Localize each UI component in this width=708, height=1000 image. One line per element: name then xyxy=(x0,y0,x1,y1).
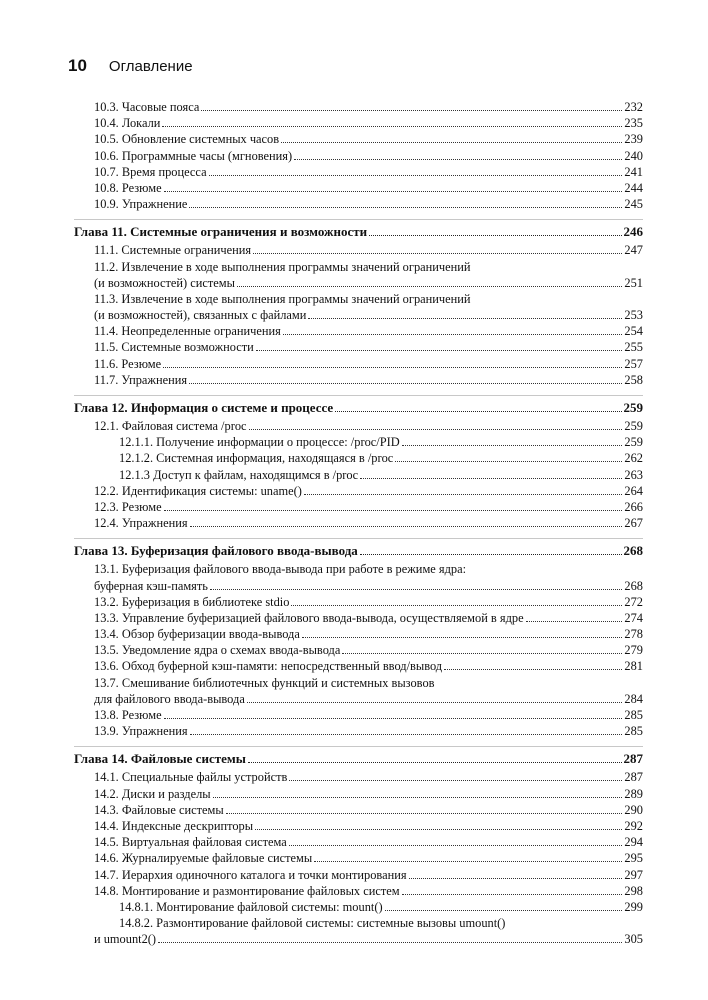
chapter-11 xyxy=(74,224,643,389)
toc-entry-11-3[interactable]: 11.3. Извлечение в ходе выполнения программы значений ограничений (и возможностей), связанных с файлами 253 xyxy=(94,291,643,323)
toc-entry-10-9[interactable]: 10.9. Упражнение 245 xyxy=(94,197,643,212)
toc-entry-13-3[interactable]: 13.3. Управление буферизацией файлового ввода-вывода, осуществляемой в ядре 274 xyxy=(94,610,643,625)
toc-entry-14-1[interactable]: 14.1. Специальные файлы устройств 287 xyxy=(94,770,643,785)
toc-entry-14-3[interactable]: 14.3. Файловые системы 290 xyxy=(94,802,643,817)
toc-entry-14-4[interactable]: 14.4. Индексные дескрипторы 292 xyxy=(94,818,643,833)
toc-entry-13-5[interactable]: 13.5. Уведомление ядра о схемах ввода-вывода 279 xyxy=(94,643,643,658)
toc-entry-14-8-2[interactable]: 14.8.2. Размонтирование файловой системы: системные вызовы umount() и umount2() 305 xyxy=(94,916,643,947)
chapter-divider xyxy=(74,746,643,747)
toc-entry-10-6[interactable]: 10.6. Программные часы (мгновения) 240 xyxy=(94,148,643,163)
toc-entry-14-5[interactable]: 14.5. Виртуальная файловая система 294 xyxy=(94,835,643,850)
toc-entry-11-6[interactable]: 11.6. Резюме 257 xyxy=(94,356,643,371)
chapter-14-heading[interactable]: Глава 14. Файловые системы 287 xyxy=(74,751,643,767)
chapter-13 xyxy=(74,543,643,740)
table-of-contents xyxy=(74,100,643,948)
toc-entry-13-8[interactable]: 13.8. Резюме 285 xyxy=(94,708,643,722)
toc-entry-12-1[interactable]: 12.1. Файловая система /proc 259 xyxy=(94,419,643,433)
toc-entry-13-1[interactable]: 13.1. Буферизация файлового ввода-вывода при работе в режиме ядра: буферная кэш-память 268 xyxy=(94,562,643,593)
toc-entry-12-4[interactable]: 12.4. Упражнения 267 xyxy=(94,516,643,531)
toc-entry-14-6[interactable]: 14.6. Журналируемые файловые системы 295 xyxy=(94,851,643,866)
toc-entry-10-3[interactable]: 10.3. Часовые пояса 232 xyxy=(94,100,643,114)
toc-entry-13-7[interactable]: 13.7. Смешивание библиотечных функций и системных вызовов для файлового ввода-вывода 284 xyxy=(94,675,643,706)
chapter-divider xyxy=(74,395,643,396)
toc-entry-13-4[interactable]: 13.4. Обзор буферизации ввода-вывода 278 xyxy=(94,627,643,642)
toc-entry-13-2[interactable]: 13.2. Буферизация в библиотеке stdio 272 xyxy=(94,594,643,609)
page-header xyxy=(68,56,193,80)
toc-entry-10-4[interactable]: 10.4. Локали 235 xyxy=(94,116,643,131)
toc-entry-12-1-3[interactable]: 12.1.3 Доступ к файлам, находящимся в /proc 263 xyxy=(119,467,643,482)
chapter-11-heading[interactable]: Глава 11. Системные ограничения и возможности 246 xyxy=(74,224,643,240)
toc-entry-12-1-1[interactable]: 12.1.1. Получение информации о процессе: /proc/PID 259 xyxy=(119,435,643,450)
chapter-divider xyxy=(74,219,643,220)
toc-entry-11-5[interactable]: 11.5. Системные возможности 255 xyxy=(94,340,643,355)
toc-entry-11-2[interactable]: 11.2. Извлечение в ходе выполнения программы значений ограничений (и возможностей) системы 251 xyxy=(94,259,643,290)
chapter-12-heading[interactable]: Глава 12. Информация о системе и процессе 259 xyxy=(74,400,643,415)
toc-entry-10-7[interactable]: 10.7. Время процесса 241 xyxy=(94,164,643,179)
toc-entry-12-3[interactable]: 12.3. Резюме 266 xyxy=(94,499,643,514)
toc-entry-13-9[interactable]: 13.9. Упражнения 285 xyxy=(94,724,643,739)
toc-entry-11-7[interactable]: 11.7. Упражнения 258 xyxy=(94,372,643,387)
toc-entry-10-8[interactable]: 10.8. Резюме 244 xyxy=(94,180,643,195)
chapter-12 xyxy=(74,400,643,532)
toc-entry-12-2[interactable]: 12.2. Идентификация системы: uname() 264 xyxy=(94,483,643,498)
toc-entry-11-4[interactable]: 11.4. Неопределенные ограничения 254 xyxy=(94,324,643,339)
page-number: 10 xyxy=(68,56,87,75)
toc-entry-14-8-1[interactable]: 14.8.1. Монтирование файловой системы: mount() 299 xyxy=(119,899,643,914)
toc-entry-13-6[interactable]: 13.6. Обход буферной кэш-памяти: непосредственный ввод/вывод 281 xyxy=(94,659,643,674)
toc-entry-14-7[interactable]: 14.7. Иерархия одиночного каталога и точки монтирования 297 xyxy=(94,867,643,882)
chapter-divider xyxy=(74,538,643,539)
chapter-10-continued xyxy=(74,100,643,213)
toc-entry-14-2[interactable]: 14.2. Диски и разделы 289 xyxy=(94,786,643,801)
toc-entry-12-1-2[interactable]: 12.1.2. Системная информация, находящаяся в /proc 262 xyxy=(119,451,643,466)
running-title: Оглавление xyxy=(108,58,193,75)
toc-entry-11-1[interactable]: 11.1. Системные ограничения 247 xyxy=(94,243,643,258)
toc-entry-10-5[interactable]: 10.5. Обновление системных часов 239 xyxy=(94,132,643,147)
toc-entry-14-8[interactable]: 14.8. Монтирование и размонтирование файловых систем 298 xyxy=(94,883,643,898)
chapter-13-heading[interactable]: Глава 13. Буферизация файлового ввода-вывода 268 xyxy=(74,543,643,559)
chapter-14 xyxy=(74,751,643,948)
